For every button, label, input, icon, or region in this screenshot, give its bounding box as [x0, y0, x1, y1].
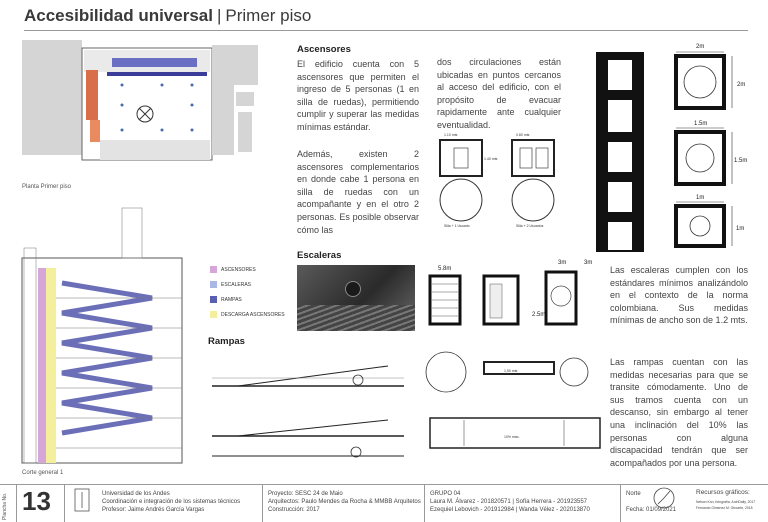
ascensores-paragraph-1: El edificio cuenta con 5 ascensores que permiten el ingreso de 5 personas (1 en silla de ruedas), permitiendo cumplir y superar las medidas mínimas estándar.	[297, 59, 419, 132]
legend-swatch	[210, 296, 217, 303]
title-sub: Primer piso	[225, 6, 312, 25]
title-rule	[24, 30, 748, 31]
dim-1-5m-top: 1.5m	[694, 121, 708, 127]
group-name: GRUPO 04	[430, 491, 461, 497]
ramp-plan-diagrams	[424, 348, 604, 463]
elevator-width-a: 1.10 mts	[444, 133, 458, 137]
elevator-label-a: Silla + 1 Usuario	[444, 224, 470, 228]
resources-heading: Recursos gráficos:	[696, 489, 750, 496]
section-drawing	[22, 208, 187, 468]
project-name: Proyecto: SESC 24 de Maio	[268, 491, 343, 497]
member-3: Ezequiel Lebovich - 201912984	[430, 507, 515, 513]
architects: Arquitectos: Paulo Mendes da Rocha & MMBB Arquitetos	[268, 499, 421, 505]
construction-year: Construcción: 2017	[268, 507, 320, 513]
escaleras-heading: Escaleras	[297, 250, 342, 261]
footer-project-block	[268, 490, 421, 514]
section-caption: Corte general 1	[22, 470, 64, 476]
legend-label: RAMPAS	[221, 296, 242, 303]
title-separator: |	[216, 6, 222, 25]
elevator-width-b: 0.80 mts	[516, 133, 530, 137]
north-label: Norte	[626, 491, 641, 497]
dim-2m: 2m	[696, 44, 705, 50]
ascensores-paragraph-2: Además, existen 2 ascensores complementarios en donde cabe 1 persona en silla de ruedas con un acompañante y en el otro 2 personas. Es posible observar cómo las	[297, 149, 419, 235]
professor-name: Profesor: Jaime Andrés García Vargas	[102, 507, 205, 513]
elevator-label-b: Silla + 2 Usuarios	[516, 224, 544, 228]
resource-1: Nelson Kon, fotografía. ArchDaily, 2017	[696, 500, 756, 504]
dim-3m-a: 3m	[558, 260, 567, 266]
page-title	[24, 6, 311, 26]
floor-plan	[22, 40, 272, 180]
sheet-label: Plancha No.	[2, 492, 8, 520]
dim-3m-b: 3m	[584, 260, 593, 266]
plan-caption: Planta Primer piso	[22, 184, 72, 190]
member-4: Wanda Vélez - 202013870	[518, 507, 590, 513]
legend-label: ESCALERAS	[221, 281, 252, 288]
legend-item-escaleras	[210, 281, 251, 288]
university-logo	[74, 488, 90, 512]
footer-divider	[620, 484, 621, 522]
legend-label: ASCENSORES	[221, 266, 256, 273]
ramp-label-2: 10% máx.	[504, 435, 520, 439]
dim-1-5m-side: 1.5m	[734, 158, 748, 164]
date: Fecha: 01/09/2021	[626, 507, 677, 513]
legend-label: DESCARGA ASCENSORES	[221, 311, 285, 318]
rampas-text: Las rampas cuentan con las medidas necesarias para que se transite cómodamente. Uno de sus tramos cuenta con un descanso, sin embargo al tener una inclinación del 10% las personas con alguna discapacidad tendrán que ser acompañados por una persona.	[610, 357, 748, 468]
university-name: Universidad de los Andes	[102, 491, 170, 497]
stair-photo-lamp	[345, 281, 361, 297]
elevator-drawings	[432, 128, 572, 228]
footer-group-block: GRUPO 04 Laura M. Álvarez - 201820571 | Sofía Herrera - 201923557 Ezequiel Lebovich - 201912984 | Wanda Vélez - 202013870	[430, 491, 590, 513]
elevator-shaft-diagrams	[596, 42, 756, 252]
legend-item-descarga	[210, 311, 285, 318]
legend-swatch	[210, 266, 217, 273]
footer-rule	[0, 484, 768, 485]
dim-5-8m: 5.8m	[438, 266, 452, 272]
ramp-label-1: 1,50 mts	[504, 369, 518, 373]
legend-item-rampas	[210, 296, 242, 303]
legend-swatch	[210, 311, 217, 318]
rampas-heading: Rampas	[208, 336, 245, 347]
footer-divider	[262, 484, 263, 522]
footer-divider	[16, 484, 17, 522]
member-1: Laura M. Álvarez - 201820571	[430, 499, 511, 505]
course-name: Coordinación e integración de los sistemas técnicos	[102, 499, 241, 505]
footer-university-block	[102, 490, 240, 514]
legend-swatch	[210, 281, 217, 288]
ramp-drawings	[208, 356, 408, 466]
title-main: Accesibilidad universal	[24, 6, 213, 25]
ascensores-heading: Ascensores	[297, 44, 351, 55]
escaleras-text: Las escaleras cumplen con los estándares mínimos analizándolo en el contexto de la norma colombiana. Sus medidas mínimas de ancho son de 1.2 mts.	[610, 265, 748, 326]
dim-2m-side: 2m	[737, 82, 746, 88]
page-number: 13	[22, 486, 51, 516]
dim-2-5m: 2.5m	[532, 312, 546, 318]
stair-photo-steps	[297, 305, 415, 331]
member-2: Sofía Herrera - 201923557	[515, 499, 588, 505]
footer-divider	[424, 484, 425, 522]
resource-2: Fernando Gimenez M. Otroarte, 2018	[696, 506, 753, 510]
legend-item-ascensores	[210, 266, 256, 273]
resources-list	[696, 499, 755, 511]
elevator-height: 1.40 mts	[484, 157, 498, 161]
stair-photo	[297, 265, 415, 331]
dim-1m-top: 1m	[696, 195, 705, 201]
ascensores-paragraph-3: dos circulaciones están ubicadas en puntos cercanos al acceso del edificio, con el propósito de evacuar rapidamente ante cualquier eventualidad.	[437, 57, 561, 130]
dim-1m-side: 1m	[736, 226, 745, 232]
stair-plans	[424, 258, 604, 338]
footer-divider	[64, 484, 65, 522]
